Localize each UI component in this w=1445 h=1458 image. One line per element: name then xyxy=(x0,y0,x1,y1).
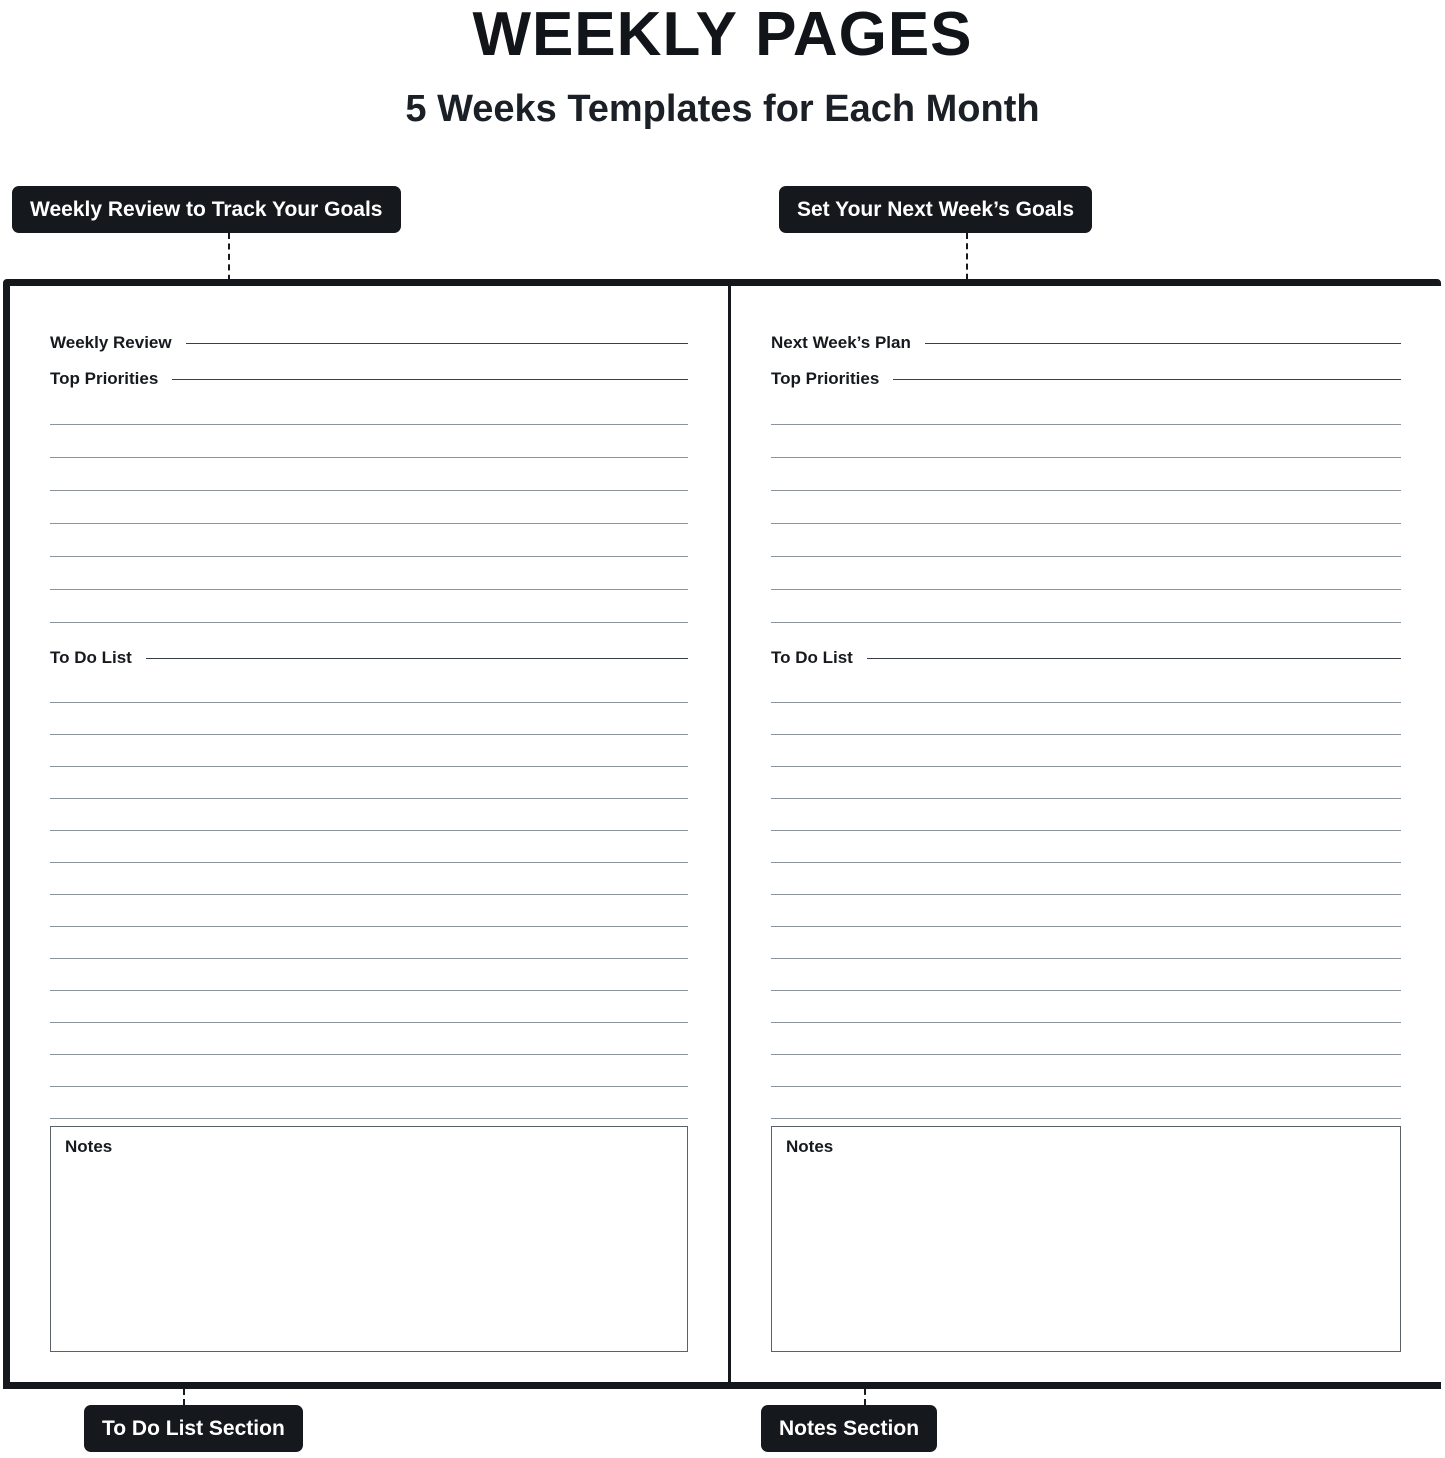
write-line[interactable] xyxy=(50,862,688,863)
write-line[interactable] xyxy=(50,1086,688,1087)
left-todo-rule xyxy=(146,658,688,659)
left-page xyxy=(10,286,728,1382)
write-line[interactable] xyxy=(771,1054,1401,1055)
write-line[interactable] xyxy=(50,523,688,524)
write-line[interactable] xyxy=(50,830,688,831)
write-line[interactable] xyxy=(50,622,688,623)
write-line[interactable] xyxy=(50,589,688,590)
right-todo-rule xyxy=(867,658,1401,659)
write-line[interactable] xyxy=(50,424,688,425)
right-todo-label: To Do List xyxy=(771,648,853,667)
write-line[interactable] xyxy=(771,766,1401,767)
page-subtitle: 5 Weeks Templates for Each Month xyxy=(405,88,1040,130)
notebook-spread xyxy=(3,279,1441,1389)
write-line[interactable] xyxy=(771,1022,1401,1023)
left-todo-label: To Do List xyxy=(50,648,132,667)
write-line[interactable] xyxy=(771,490,1401,491)
write-line[interactable] xyxy=(50,894,688,895)
right-todo-lines xyxy=(771,702,1401,1119)
right-top-priorities-heading xyxy=(771,366,1401,392)
left-priority-lines xyxy=(50,424,688,623)
write-line[interactable] xyxy=(771,457,1401,458)
right-next-week-plan-rule xyxy=(925,343,1401,344)
right-page xyxy=(731,286,1441,1382)
left-top-priorities-label: Top Priorities xyxy=(50,369,159,388)
write-line[interactable] xyxy=(50,990,688,991)
write-line[interactable] xyxy=(771,990,1401,991)
write-line[interactable] xyxy=(50,490,688,491)
left-weekly-review-heading xyxy=(50,330,688,356)
write-line[interactable] xyxy=(771,926,1401,927)
write-line[interactable] xyxy=(771,830,1401,831)
right-top-priorities-label: Top Priorities xyxy=(771,369,880,388)
right-next-week-plan-heading xyxy=(771,330,1401,356)
left-notes-label: Notes xyxy=(65,1137,113,1156)
write-line[interactable] xyxy=(771,1118,1401,1119)
write-line[interactable] xyxy=(771,894,1401,895)
write-line[interactable] xyxy=(50,457,688,458)
right-priority-lines xyxy=(771,424,1401,623)
left-weekly-review-rule xyxy=(186,343,688,344)
write-line[interactable] xyxy=(771,702,1401,703)
right-top-priorities-rule xyxy=(893,379,1401,380)
left-todo-lines xyxy=(50,702,688,1119)
right-notes-label: Notes xyxy=(786,1137,834,1156)
write-line[interactable] xyxy=(50,798,688,799)
left-top-priorities-rule xyxy=(172,379,688,380)
write-line[interactable] xyxy=(50,766,688,767)
write-line[interactable] xyxy=(50,556,688,557)
write-line[interactable] xyxy=(771,958,1401,959)
callout-todo-list-section: To Do List Section xyxy=(84,1405,303,1452)
left-todo-heading xyxy=(50,645,688,671)
left-weekly-review-label: Weekly Review xyxy=(50,333,172,352)
write-line[interactable] xyxy=(771,556,1401,557)
left-top-priorities-heading xyxy=(50,366,688,392)
write-line[interactable] xyxy=(50,1118,688,1119)
right-next-week-plan-label: Next Week’s Plan xyxy=(771,333,911,352)
write-line[interactable] xyxy=(771,622,1401,623)
write-line[interactable] xyxy=(771,862,1401,863)
callout-weekly-review: Weekly Review to Track Your Goals xyxy=(12,186,401,233)
write-line[interactable] xyxy=(771,1086,1401,1087)
write-line[interactable] xyxy=(771,424,1401,425)
write-line[interactable] xyxy=(50,734,688,735)
write-line[interactable] xyxy=(771,734,1401,735)
write-line[interactable] xyxy=(50,958,688,959)
right-todo-heading xyxy=(771,645,1401,671)
page-title: WEEKLY PAGES xyxy=(472,0,973,69)
write-line[interactable] xyxy=(50,1054,688,1055)
write-line[interactable] xyxy=(771,523,1401,524)
write-line[interactable] xyxy=(50,702,688,703)
write-line[interactable] xyxy=(50,1022,688,1023)
write-line[interactable] xyxy=(50,926,688,927)
write-line[interactable] xyxy=(771,589,1401,590)
write-line[interactable] xyxy=(771,798,1401,799)
left-notes-box[interactable] xyxy=(50,1126,688,1352)
right-notes-box[interactable] xyxy=(771,1126,1401,1352)
callout-next-week-goals: Set Your Next Week’s Goals xyxy=(779,186,1092,233)
callout-notes-section: Notes Section xyxy=(761,1405,937,1452)
